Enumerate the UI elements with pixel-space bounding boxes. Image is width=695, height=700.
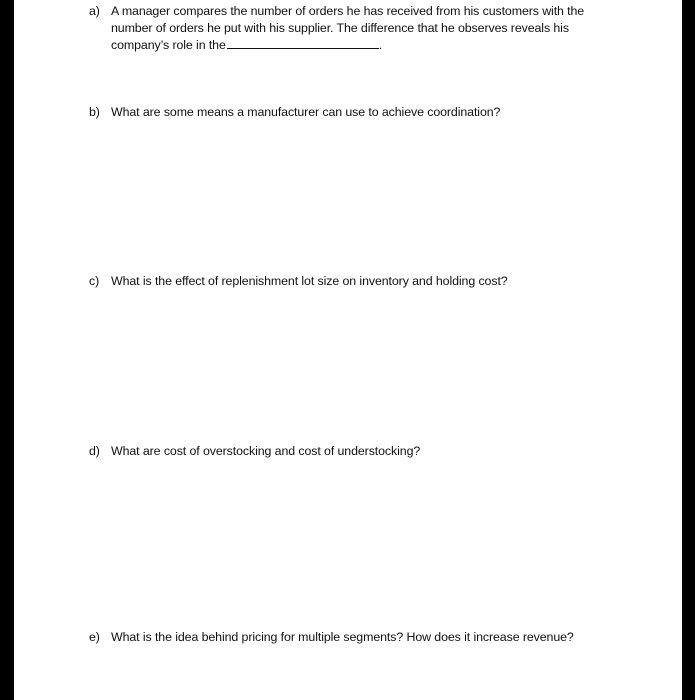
question-c <box>89 273 619 290</box>
right-dark-border <box>682 0 695 700</box>
question-label: a) <box>89 4 100 18</box>
question-text: What is the effect of replenishment lot size on inventory and holding cost? <box>111 274 508 288</box>
question-a <box>89 3 619 54</box>
left-dark-border <box>0 0 14 700</box>
question-label: d) <box>89 444 100 458</box>
question-label: e) <box>89 630 100 644</box>
question-label: b) <box>89 105 100 119</box>
question-text: What are cost of overstocking and cost of understocking? <box>111 444 421 458</box>
question-text: What are some means a manufacturer can use to achieve coordination? <box>111 105 501 119</box>
question-a-period: . <box>378 38 383 52</box>
question-label: c) <box>89 274 100 288</box>
question-text <box>111 3 619 54</box>
fill-in-blank <box>227 37 379 49</box>
question-d <box>89 443 619 460</box>
question-text: What is the idea behind pricing for multiple segments? How does it increase revenue? <box>111 630 574 644</box>
question-e <box>89 629 619 646</box>
question-a-text: A manager compares the number of orders he has received from his customers with the number of orders he put with his supplier. The difference that he observes reveals his company’s role in the <box>111 4 585 52</box>
document-page <box>14 0 682 700</box>
question-b <box>89 104 619 121</box>
